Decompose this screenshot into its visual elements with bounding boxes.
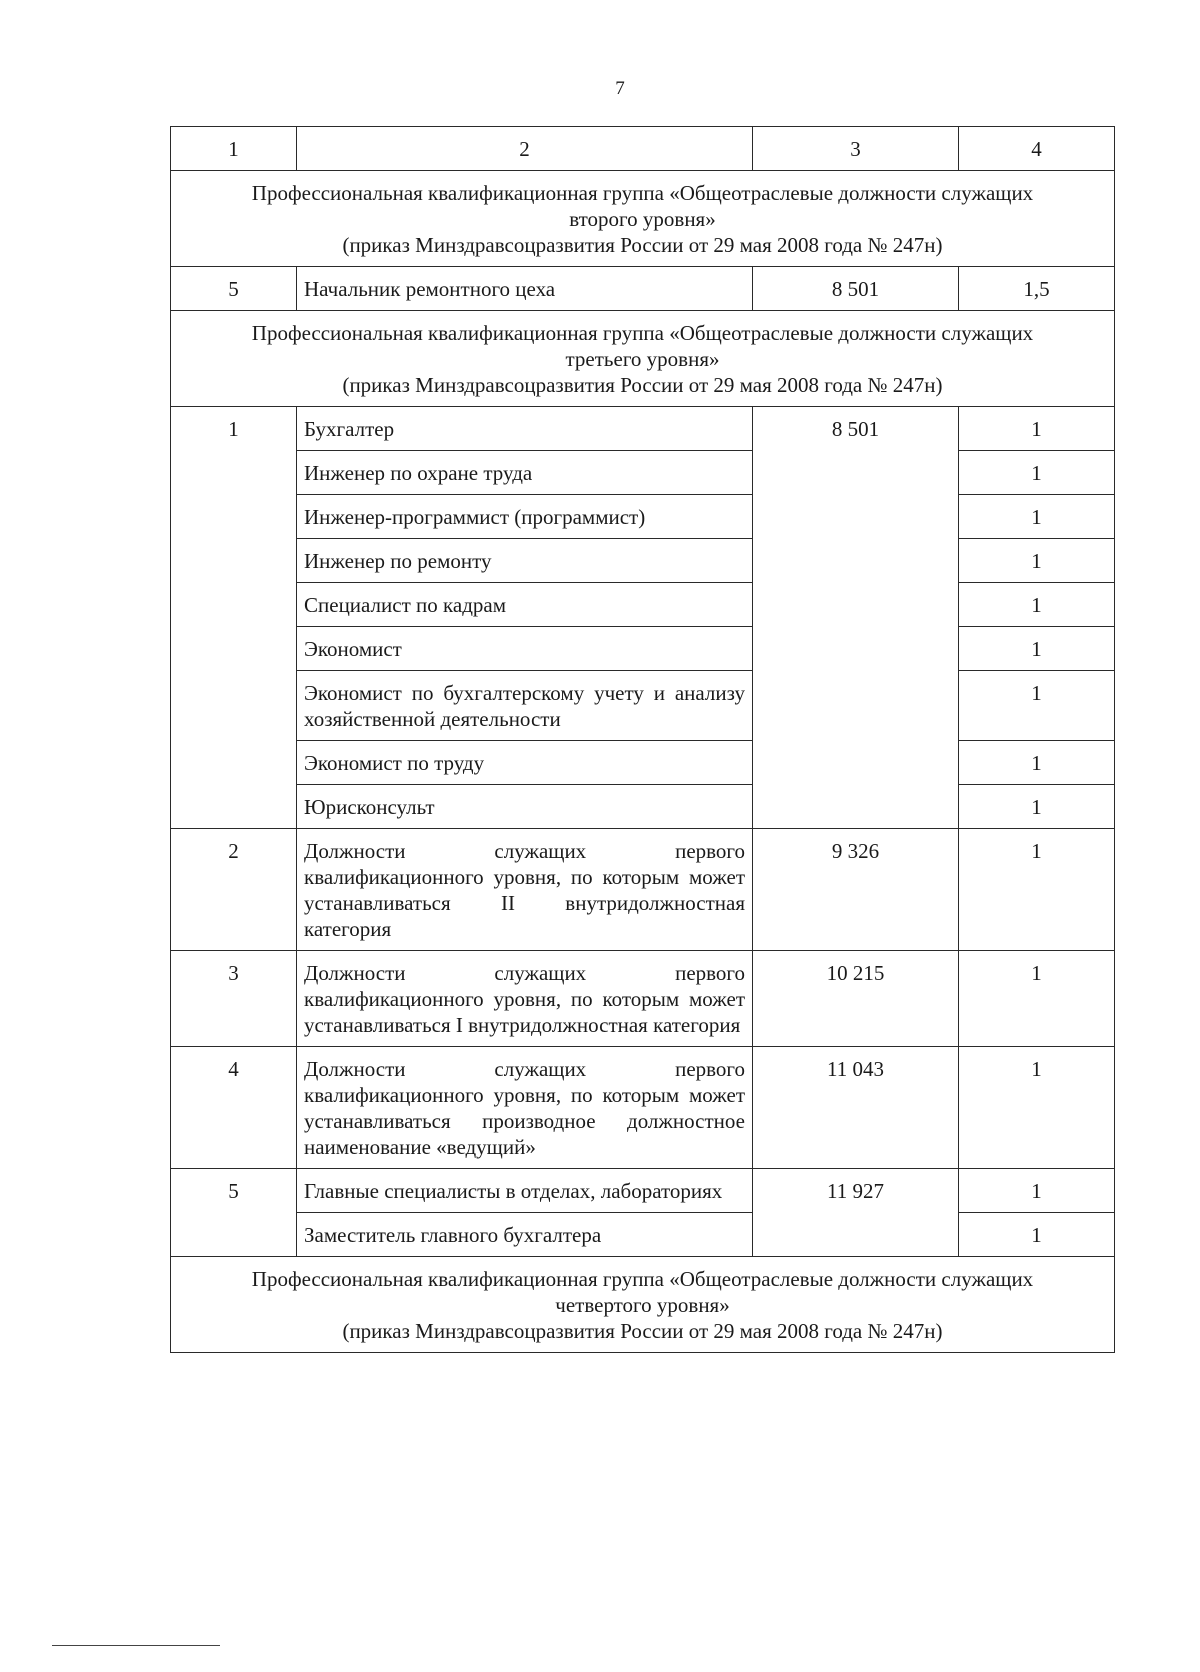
coefficient-cell: 1 xyxy=(959,671,1115,741)
level-cell: 1 xyxy=(171,407,297,829)
position-cell: Должности служащих первого квалификационного уровня, по которым может устанавливаться производное должностное наименование «ведущий» xyxy=(297,1047,753,1169)
table-row xyxy=(171,407,1115,451)
group-title: Профессиональная квалификационная группа «Общеотраслевые должности служащих xyxy=(251,321,1034,345)
footnote-separator xyxy=(52,1645,220,1646)
coefficient-cell: 1 xyxy=(959,407,1115,451)
position-cell: Бухгалтер xyxy=(297,407,753,451)
position-cell: Экономист по бухгалтерскому учету и анализу хозяйственной деятельности xyxy=(297,671,753,741)
group-header-row xyxy=(171,171,1115,267)
group-header-second-level xyxy=(171,171,1115,267)
table-row xyxy=(171,1213,1115,1257)
table-row xyxy=(171,1047,1115,1169)
level-cell: 3 xyxy=(171,951,297,1047)
column-number-3: 3 xyxy=(753,127,959,171)
position-cell: Юрисконсульт xyxy=(297,785,753,829)
table-row xyxy=(171,539,1115,583)
page-number: 7 xyxy=(615,78,625,99)
coefficient-cell: 1 xyxy=(959,1213,1115,1257)
group-level: второго уровня» xyxy=(569,207,716,231)
column-number-1: 1 xyxy=(171,127,297,171)
position-cell: Экономист по труду xyxy=(297,741,753,785)
salary-cell: 10 215 xyxy=(753,951,959,1047)
column-number-4: 4 xyxy=(959,127,1115,171)
group-order-reference: (приказ Минздравсоцразвития России от 29 мая 2008 года № 247н) xyxy=(342,233,943,257)
group-level: четвертого уровня» xyxy=(555,1293,730,1317)
position-cell: Должности служащих первого квалификационного уровня, по которым может устанавливаться II внутридолжностная категория xyxy=(297,829,753,951)
table-row xyxy=(171,951,1115,1047)
table-row xyxy=(171,627,1115,671)
group-order-reference: (приказ Минздравсоцразвития России от 29 мая 2008 года № 247н) xyxy=(342,373,943,397)
table-row xyxy=(171,267,1115,311)
group-level: третьего уровня» xyxy=(565,347,720,371)
salary-cell: 11 043 xyxy=(753,1047,959,1169)
column-number-2: 2 xyxy=(297,127,753,171)
coefficient-cell: 1 xyxy=(959,627,1115,671)
salary-cell: 9 326 xyxy=(753,829,959,951)
salary-cell: 8 501 xyxy=(753,267,959,311)
salary-cell: 8 501 xyxy=(753,407,959,829)
coefficient-cell: 1 xyxy=(959,539,1115,583)
table-row xyxy=(171,1169,1115,1213)
table-row xyxy=(171,451,1115,495)
column-number-row xyxy=(171,127,1115,171)
group-header-third-level xyxy=(171,311,1115,407)
coefficient-cell: 1 xyxy=(959,1047,1115,1169)
coefficient-cell: 1 xyxy=(959,951,1115,1047)
group-title: Профессиональная квалификационная группа «Общеотраслевые должности служащих xyxy=(251,1267,1034,1291)
table-row xyxy=(171,495,1115,539)
coefficient-cell: 1 xyxy=(959,451,1115,495)
level-cell: 5 xyxy=(171,1169,297,1257)
coefficient-cell: 1 xyxy=(959,785,1115,829)
level-cell: 5 xyxy=(171,267,297,311)
position-cell: Должности служащих первого квалификационного уровня, по которым может устанавливаться I внутридолжностная категория xyxy=(297,951,753,1047)
position-cell: Главные специалисты в отделах, лабораториях xyxy=(297,1169,753,1213)
coefficient-cell: 1 xyxy=(959,583,1115,627)
table-row xyxy=(171,583,1115,627)
position-cell: Инженер по ремонту xyxy=(297,539,753,583)
position-cell: Начальник ремонтного цеха xyxy=(297,267,753,311)
level-cell: 4 xyxy=(171,1047,297,1169)
group-title: Профессиональная квалификационная группа «Общеотраслевые должности служащих xyxy=(251,181,1034,205)
table-row xyxy=(171,741,1115,785)
group-header-fourth-level xyxy=(171,1257,1115,1353)
group-header-row xyxy=(171,1257,1115,1353)
coefficient-cell: 1 xyxy=(959,829,1115,951)
coefficient-cell: 1,5 xyxy=(959,267,1115,311)
coefficient-cell: 1 xyxy=(959,1169,1115,1213)
position-cell: Специалист по кадрам xyxy=(297,583,753,627)
position-cell: Заместитель главного бухгалтера xyxy=(297,1213,753,1257)
table-row xyxy=(171,829,1115,951)
table-row xyxy=(171,671,1115,741)
coefficient-cell: 1 xyxy=(959,495,1115,539)
coefficient-cell: 1 xyxy=(959,741,1115,785)
table-row xyxy=(171,785,1115,829)
salary-cell: 11 927 xyxy=(753,1169,959,1257)
position-cell: Инженер по охране труда xyxy=(297,451,753,495)
level-cell: 2 xyxy=(171,829,297,951)
qualification-table xyxy=(170,126,1115,1353)
position-cell: Инженер-программист (программист) xyxy=(297,495,753,539)
group-order-reference: (приказ Минздравсоцразвития России от 29 мая 2008 года № 247н) xyxy=(342,1319,943,1343)
group-header-row xyxy=(171,311,1115,407)
position-cell: Экономист xyxy=(297,627,753,671)
